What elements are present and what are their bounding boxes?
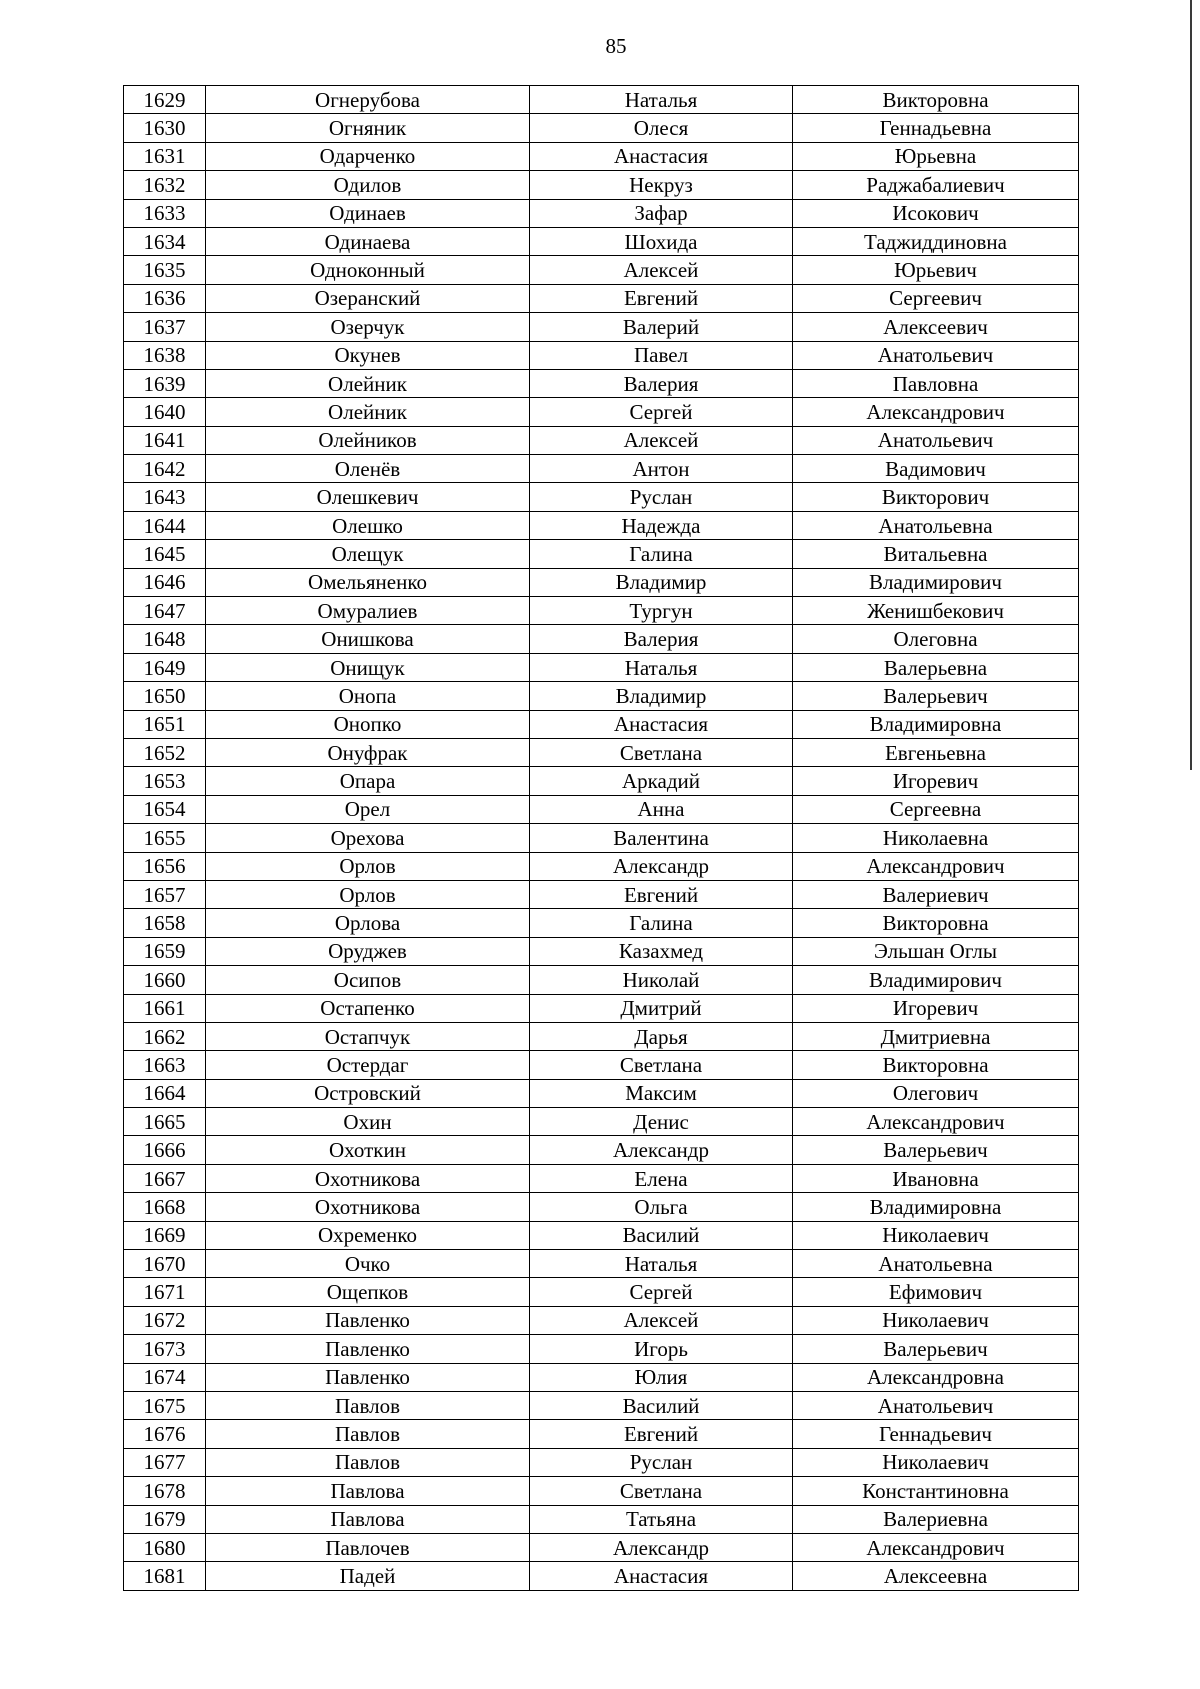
patronymic-cell: Александровна bbox=[793, 1363, 1079, 1391]
scan-edge-line bbox=[1190, 0, 1192, 770]
patronymic-cell: Олеговна bbox=[793, 625, 1079, 653]
first-name-cell: Наталья bbox=[530, 86, 793, 114]
first-name-cell: Валерия bbox=[530, 369, 793, 397]
row-number-cell: 1681 bbox=[124, 1562, 206, 1590]
surname-cell: Ощепков bbox=[206, 1278, 530, 1306]
row-number-cell: 1635 bbox=[124, 256, 206, 284]
surname-cell: Охотникова bbox=[206, 1193, 530, 1221]
patronymic-cell: Викторовна bbox=[793, 1051, 1079, 1079]
patronymic-cell: Игоревич bbox=[793, 767, 1079, 795]
surname-cell: Одинаев bbox=[206, 199, 530, 227]
table-row bbox=[124, 710, 1079, 738]
table-row bbox=[124, 1477, 1079, 1505]
patronymic-cell: Ефимович bbox=[793, 1278, 1079, 1306]
table-row bbox=[124, 767, 1079, 795]
row-number-cell: 1645 bbox=[124, 540, 206, 568]
surname-cell: Павлов bbox=[206, 1391, 530, 1419]
table-row bbox=[124, 597, 1079, 625]
patronymic-cell: Николаевич bbox=[793, 1221, 1079, 1249]
patronymic-cell: Александрович bbox=[793, 398, 1079, 426]
first-name-cell: Игорь bbox=[530, 1335, 793, 1363]
surname-cell: Онищук bbox=[206, 653, 530, 681]
patronymic-cell: Геннадьевич bbox=[793, 1420, 1079, 1448]
first-name-cell: Шохида bbox=[530, 227, 793, 255]
surname-cell: Охин bbox=[206, 1108, 530, 1136]
row-number-cell: 1675 bbox=[124, 1391, 206, 1419]
surname-cell: Оруджев bbox=[206, 937, 530, 965]
surname-cell: Павлочев bbox=[206, 1533, 530, 1561]
row-number-cell: 1666 bbox=[124, 1136, 206, 1164]
surname-cell: Опара bbox=[206, 767, 530, 795]
row-number-cell: 1668 bbox=[124, 1193, 206, 1221]
surname-cell: Окунев bbox=[206, 341, 530, 369]
row-number-cell: 1667 bbox=[124, 1164, 206, 1192]
row-number-cell: 1642 bbox=[124, 455, 206, 483]
row-number-cell: 1632 bbox=[124, 171, 206, 199]
row-number-cell: 1649 bbox=[124, 653, 206, 681]
row-number-cell: 1633 bbox=[124, 199, 206, 227]
row-number-cell: 1679 bbox=[124, 1505, 206, 1533]
table-row bbox=[124, 909, 1079, 937]
patronymic-cell: Владимировна bbox=[793, 710, 1079, 738]
surname-cell: Олешкевич bbox=[206, 483, 530, 511]
first-name-cell: Наталья bbox=[530, 1250, 793, 1278]
surname-cell: Одинаева bbox=[206, 227, 530, 255]
patronymic-cell: Николаевна bbox=[793, 824, 1079, 852]
surname-cell: Павлов bbox=[206, 1420, 530, 1448]
surname-cell: Одноконный bbox=[206, 256, 530, 284]
first-name-cell: Надежда bbox=[530, 511, 793, 539]
table-row bbox=[124, 966, 1079, 994]
table-row bbox=[124, 114, 1079, 142]
table-row bbox=[124, 1533, 1079, 1561]
row-number-cell: 1638 bbox=[124, 341, 206, 369]
first-name-cell: Некруз bbox=[530, 171, 793, 199]
table-row bbox=[124, 284, 1079, 312]
row-number-cell: 1674 bbox=[124, 1363, 206, 1391]
first-name-cell: Евгений bbox=[530, 284, 793, 312]
surname-cell: Оленёв bbox=[206, 455, 530, 483]
first-name-cell: Наталья bbox=[530, 653, 793, 681]
surname-cell: Павленко bbox=[206, 1335, 530, 1363]
row-number-cell: 1680 bbox=[124, 1533, 206, 1561]
table-row bbox=[124, 1193, 1079, 1221]
row-number-cell: 1661 bbox=[124, 994, 206, 1022]
row-number-cell: 1629 bbox=[124, 86, 206, 114]
first-name-cell: Алексей bbox=[530, 1306, 793, 1334]
first-name-cell: Павел bbox=[530, 341, 793, 369]
first-name-cell: Валентина bbox=[530, 824, 793, 852]
surname-cell: Онуфрак bbox=[206, 738, 530, 766]
table-row bbox=[124, 426, 1079, 454]
table-row bbox=[124, 795, 1079, 823]
table-row bbox=[124, 1221, 1079, 1249]
patronymic-cell: Анатольевна bbox=[793, 1250, 1079, 1278]
first-name-cell: Дмитрий bbox=[530, 994, 793, 1022]
first-name-cell: Сергей bbox=[530, 398, 793, 426]
first-name-cell: Светлана bbox=[530, 1051, 793, 1079]
surname-cell: Одарченко bbox=[206, 142, 530, 170]
surname-cell: Олейников bbox=[206, 426, 530, 454]
surname-cell: Островский bbox=[206, 1079, 530, 1107]
patronymic-cell: Александрович bbox=[793, 1533, 1079, 1561]
table-row bbox=[124, 568, 1079, 596]
patronymic-cell: Николаевич bbox=[793, 1448, 1079, 1476]
first-name-cell: Светлана bbox=[530, 1477, 793, 1505]
patronymic-cell: Анатольевич bbox=[793, 1391, 1079, 1419]
table-row bbox=[124, 1164, 1079, 1192]
table-row bbox=[124, 824, 1079, 852]
patronymic-cell: Вадимович bbox=[793, 455, 1079, 483]
row-number-cell: 1639 bbox=[124, 369, 206, 397]
first-name-cell: Ольга bbox=[530, 1193, 793, 1221]
first-name-cell: Николай bbox=[530, 966, 793, 994]
patronymic-cell: Юрьевна bbox=[793, 142, 1079, 170]
row-number-cell: 1664 bbox=[124, 1079, 206, 1107]
first-name-cell: Тургун bbox=[530, 597, 793, 625]
patronymic-cell: Игоревич bbox=[793, 994, 1079, 1022]
patronymic-cell: Анатольевич bbox=[793, 341, 1079, 369]
patronymic-cell: Валериевич bbox=[793, 880, 1079, 908]
table-row bbox=[124, 682, 1079, 710]
first-name-cell: Максим bbox=[530, 1079, 793, 1107]
patronymic-cell: Анатольевич bbox=[793, 426, 1079, 454]
row-number-cell: 1631 bbox=[124, 142, 206, 170]
patronymic-cell: Дмитриевна bbox=[793, 1022, 1079, 1050]
first-name-cell: Евгений bbox=[530, 880, 793, 908]
row-number-cell: 1630 bbox=[124, 114, 206, 142]
first-name-cell: Антон bbox=[530, 455, 793, 483]
table-row bbox=[124, 256, 1079, 284]
surname-cell: Орлова bbox=[206, 909, 530, 937]
row-number-cell: 1652 bbox=[124, 738, 206, 766]
surname-cell: Олешко bbox=[206, 511, 530, 539]
surname-cell: Павлова bbox=[206, 1505, 530, 1533]
first-name-cell: Анастасия bbox=[530, 142, 793, 170]
row-number-cell: 1641 bbox=[124, 426, 206, 454]
row-number-cell: 1676 bbox=[124, 1420, 206, 1448]
surname-cell: Охоткин bbox=[206, 1136, 530, 1164]
first-name-cell: Анастасия bbox=[530, 710, 793, 738]
first-name-cell: Александр bbox=[530, 1533, 793, 1561]
row-number-cell: 1658 bbox=[124, 909, 206, 937]
surname-cell: Остапчук bbox=[206, 1022, 530, 1050]
table-row bbox=[124, 171, 1079, 199]
first-name-cell: Светлана bbox=[530, 738, 793, 766]
roster-table bbox=[123, 85, 1079, 1591]
surname-cell: Павлова bbox=[206, 1477, 530, 1505]
patronymic-cell: Викторовна bbox=[793, 86, 1079, 114]
first-name-cell: Василий bbox=[530, 1221, 793, 1249]
table-row bbox=[124, 994, 1079, 1022]
row-number-cell: 1651 bbox=[124, 710, 206, 738]
row-number-cell: 1637 bbox=[124, 313, 206, 341]
first-name-cell: Татьяна bbox=[530, 1505, 793, 1533]
patronymic-cell: Раджабалиевич bbox=[793, 171, 1079, 199]
surname-cell: Орлов bbox=[206, 852, 530, 880]
surname-cell: Остапенко bbox=[206, 994, 530, 1022]
row-number-cell: 1672 bbox=[124, 1306, 206, 1334]
table-row bbox=[124, 738, 1079, 766]
surname-cell: Олещук bbox=[206, 540, 530, 568]
first-name-cell: Денис bbox=[530, 1108, 793, 1136]
surname-cell: Осипов bbox=[206, 966, 530, 994]
row-number-cell: 1678 bbox=[124, 1477, 206, 1505]
table-row bbox=[124, 540, 1079, 568]
first-name-cell: Галина bbox=[530, 540, 793, 568]
patronymic-cell: Николаевич bbox=[793, 1306, 1079, 1334]
first-name-cell: Галина bbox=[530, 909, 793, 937]
patronymic-cell: Евгеньевна bbox=[793, 738, 1079, 766]
row-number-cell: 1656 bbox=[124, 852, 206, 880]
table-row bbox=[124, 852, 1079, 880]
table-row bbox=[124, 1250, 1079, 1278]
row-number-cell: 1662 bbox=[124, 1022, 206, 1050]
first-name-cell: Алексей bbox=[530, 256, 793, 284]
first-name-cell: Владимир bbox=[530, 682, 793, 710]
row-number-cell: 1655 bbox=[124, 824, 206, 852]
surname-cell: Онопко bbox=[206, 710, 530, 738]
row-number-cell: 1657 bbox=[124, 880, 206, 908]
patronymic-cell: Женишбекович bbox=[793, 597, 1079, 625]
first-name-cell: Олеся bbox=[530, 114, 793, 142]
patronymic-cell: Павловна bbox=[793, 369, 1079, 397]
row-number-cell: 1640 bbox=[124, 398, 206, 426]
table-row bbox=[124, 1335, 1079, 1363]
first-name-cell: Анастасия bbox=[530, 1562, 793, 1590]
patronymic-cell: Валериевна bbox=[793, 1505, 1079, 1533]
row-number-cell: 1677 bbox=[124, 1448, 206, 1476]
table-row bbox=[124, 1562, 1079, 1590]
surname-cell: Охременко bbox=[206, 1221, 530, 1249]
first-name-cell: Анна bbox=[530, 795, 793, 823]
first-name-cell: Валерия bbox=[530, 625, 793, 653]
surname-cell: Омуралиев bbox=[206, 597, 530, 625]
first-name-cell: Василий bbox=[530, 1391, 793, 1419]
patronymic-cell: Юрьевич bbox=[793, 256, 1079, 284]
table-row bbox=[124, 227, 1079, 255]
table-row bbox=[124, 1136, 1079, 1164]
patronymic-cell: Анатольевна bbox=[793, 511, 1079, 539]
first-name-cell: Руслан bbox=[530, 1448, 793, 1476]
first-name-cell: Евгений bbox=[530, 1420, 793, 1448]
surname-cell: Павлов bbox=[206, 1448, 530, 1476]
table-row bbox=[124, 483, 1079, 511]
row-number-cell: 1671 bbox=[124, 1278, 206, 1306]
table-row bbox=[124, 199, 1079, 227]
row-number-cell: 1647 bbox=[124, 597, 206, 625]
first-name-cell: Владимир bbox=[530, 568, 793, 596]
table-row bbox=[124, 880, 1079, 908]
row-number-cell: 1660 bbox=[124, 966, 206, 994]
surname-cell: Олейник bbox=[206, 398, 530, 426]
table-row bbox=[124, 455, 1079, 483]
patronymic-cell: Алексеевна bbox=[793, 1562, 1079, 1590]
table-row bbox=[124, 142, 1079, 170]
table-row bbox=[124, 1079, 1079, 1107]
table-row bbox=[124, 1051, 1079, 1079]
first-name-cell: Зафар bbox=[530, 199, 793, 227]
surname-cell: Огняник bbox=[206, 114, 530, 142]
patronymic-cell: Валерьевич bbox=[793, 682, 1079, 710]
row-number-cell: 1636 bbox=[124, 284, 206, 312]
row-number-cell: 1653 bbox=[124, 767, 206, 795]
row-number-cell: 1670 bbox=[124, 1250, 206, 1278]
surname-cell: Онишкова bbox=[206, 625, 530, 653]
table-row bbox=[124, 369, 1079, 397]
row-number-cell: 1654 bbox=[124, 795, 206, 823]
page-number: 85 bbox=[605, 34, 627, 58]
patronymic-cell: Викторович bbox=[793, 483, 1079, 511]
table-row bbox=[124, 1363, 1079, 1391]
first-name-cell: Александр bbox=[530, 852, 793, 880]
surname-cell: Озерчук bbox=[206, 313, 530, 341]
first-name-cell: Аркадий bbox=[530, 767, 793, 795]
row-number-cell: 1673 bbox=[124, 1335, 206, 1363]
surname-cell: Огнерубова bbox=[206, 86, 530, 114]
patronymic-cell: Олегович bbox=[793, 1079, 1079, 1107]
table-row bbox=[124, 653, 1079, 681]
surname-cell: Падей bbox=[206, 1562, 530, 1590]
first-name-cell: Дарья bbox=[530, 1022, 793, 1050]
patronymic-cell: Геннадьевна bbox=[793, 114, 1079, 142]
first-name-cell: Валерий bbox=[530, 313, 793, 341]
row-number-cell: 1665 bbox=[124, 1108, 206, 1136]
patronymic-cell: Алексеевич bbox=[793, 313, 1079, 341]
patronymic-cell: Александрович bbox=[793, 1108, 1079, 1136]
table-row bbox=[124, 1505, 1079, 1533]
surname-cell: Остердаг bbox=[206, 1051, 530, 1079]
first-name-cell: Руслан bbox=[530, 483, 793, 511]
table-row bbox=[124, 341, 1079, 369]
row-number-cell: 1634 bbox=[124, 227, 206, 255]
patronymic-cell: Таджиддиновна bbox=[793, 227, 1079, 255]
row-number-cell: 1663 bbox=[124, 1051, 206, 1079]
roster-body bbox=[124, 86, 1079, 1591]
patronymic-cell: Владимирович bbox=[793, 966, 1079, 994]
table-row bbox=[124, 1391, 1079, 1419]
row-number-cell: 1648 bbox=[124, 625, 206, 653]
patronymic-cell: Сергеевна bbox=[793, 795, 1079, 823]
surname-cell: Охотникова bbox=[206, 1164, 530, 1192]
table-row bbox=[124, 1306, 1079, 1334]
table-row bbox=[124, 625, 1079, 653]
table-row bbox=[124, 1108, 1079, 1136]
patronymic-cell: Валерьевна bbox=[793, 653, 1079, 681]
patronymic-cell: Викторовна bbox=[793, 909, 1079, 937]
surname-cell: Орлов bbox=[206, 880, 530, 908]
patronymic-cell: Исокович bbox=[793, 199, 1079, 227]
table-row bbox=[124, 86, 1079, 114]
patronymic-cell: Ивановна bbox=[793, 1164, 1079, 1192]
patronymic-cell: Владимировна bbox=[793, 1193, 1079, 1221]
surname-cell: Павленко bbox=[206, 1363, 530, 1391]
table-row bbox=[124, 313, 1079, 341]
table-row bbox=[124, 511, 1079, 539]
first-name-cell: Казахмед bbox=[530, 937, 793, 965]
surname-cell: Одилов bbox=[206, 171, 530, 199]
row-number-cell: 1669 bbox=[124, 1221, 206, 1249]
surname-cell: Орел bbox=[206, 795, 530, 823]
surname-cell: Орехова bbox=[206, 824, 530, 852]
first-name-cell: Елена bbox=[530, 1164, 793, 1192]
row-number-cell: 1650 bbox=[124, 682, 206, 710]
surname-cell: Очко bbox=[206, 1250, 530, 1278]
surname-cell: Павленко bbox=[206, 1306, 530, 1334]
table-row bbox=[124, 1022, 1079, 1050]
row-number-cell: 1644 bbox=[124, 511, 206, 539]
first-name-cell: Сергей bbox=[530, 1278, 793, 1306]
surname-cell: Омельяненко bbox=[206, 568, 530, 596]
patronymic-cell: Валерьевич bbox=[793, 1136, 1079, 1164]
table-row bbox=[124, 1278, 1079, 1306]
table-row bbox=[124, 398, 1079, 426]
first-name-cell: Юлия bbox=[530, 1363, 793, 1391]
surname-cell: Олейник bbox=[206, 369, 530, 397]
patronymic-cell: Валерьевич bbox=[793, 1335, 1079, 1363]
first-name-cell: Алексей bbox=[530, 426, 793, 454]
row-number-cell: 1659 bbox=[124, 937, 206, 965]
row-number-cell: 1646 bbox=[124, 568, 206, 596]
surname-cell: Онопа bbox=[206, 682, 530, 710]
patronymic-cell: Эльшан Оглы bbox=[793, 937, 1079, 965]
first-name-cell: Александр bbox=[530, 1136, 793, 1164]
table-row bbox=[124, 1448, 1079, 1476]
table-row bbox=[124, 1420, 1079, 1448]
patronymic-cell: Витальевна bbox=[793, 540, 1079, 568]
row-number-cell: 1643 bbox=[124, 483, 206, 511]
patronymic-cell: Александрович bbox=[793, 852, 1079, 880]
patronymic-cell: Сергеевич bbox=[793, 284, 1079, 312]
table-row bbox=[124, 937, 1079, 965]
patronymic-cell: Владимирович bbox=[793, 568, 1079, 596]
surname-cell: Озеранский bbox=[206, 284, 530, 312]
patronymic-cell: Константиновна bbox=[793, 1477, 1079, 1505]
